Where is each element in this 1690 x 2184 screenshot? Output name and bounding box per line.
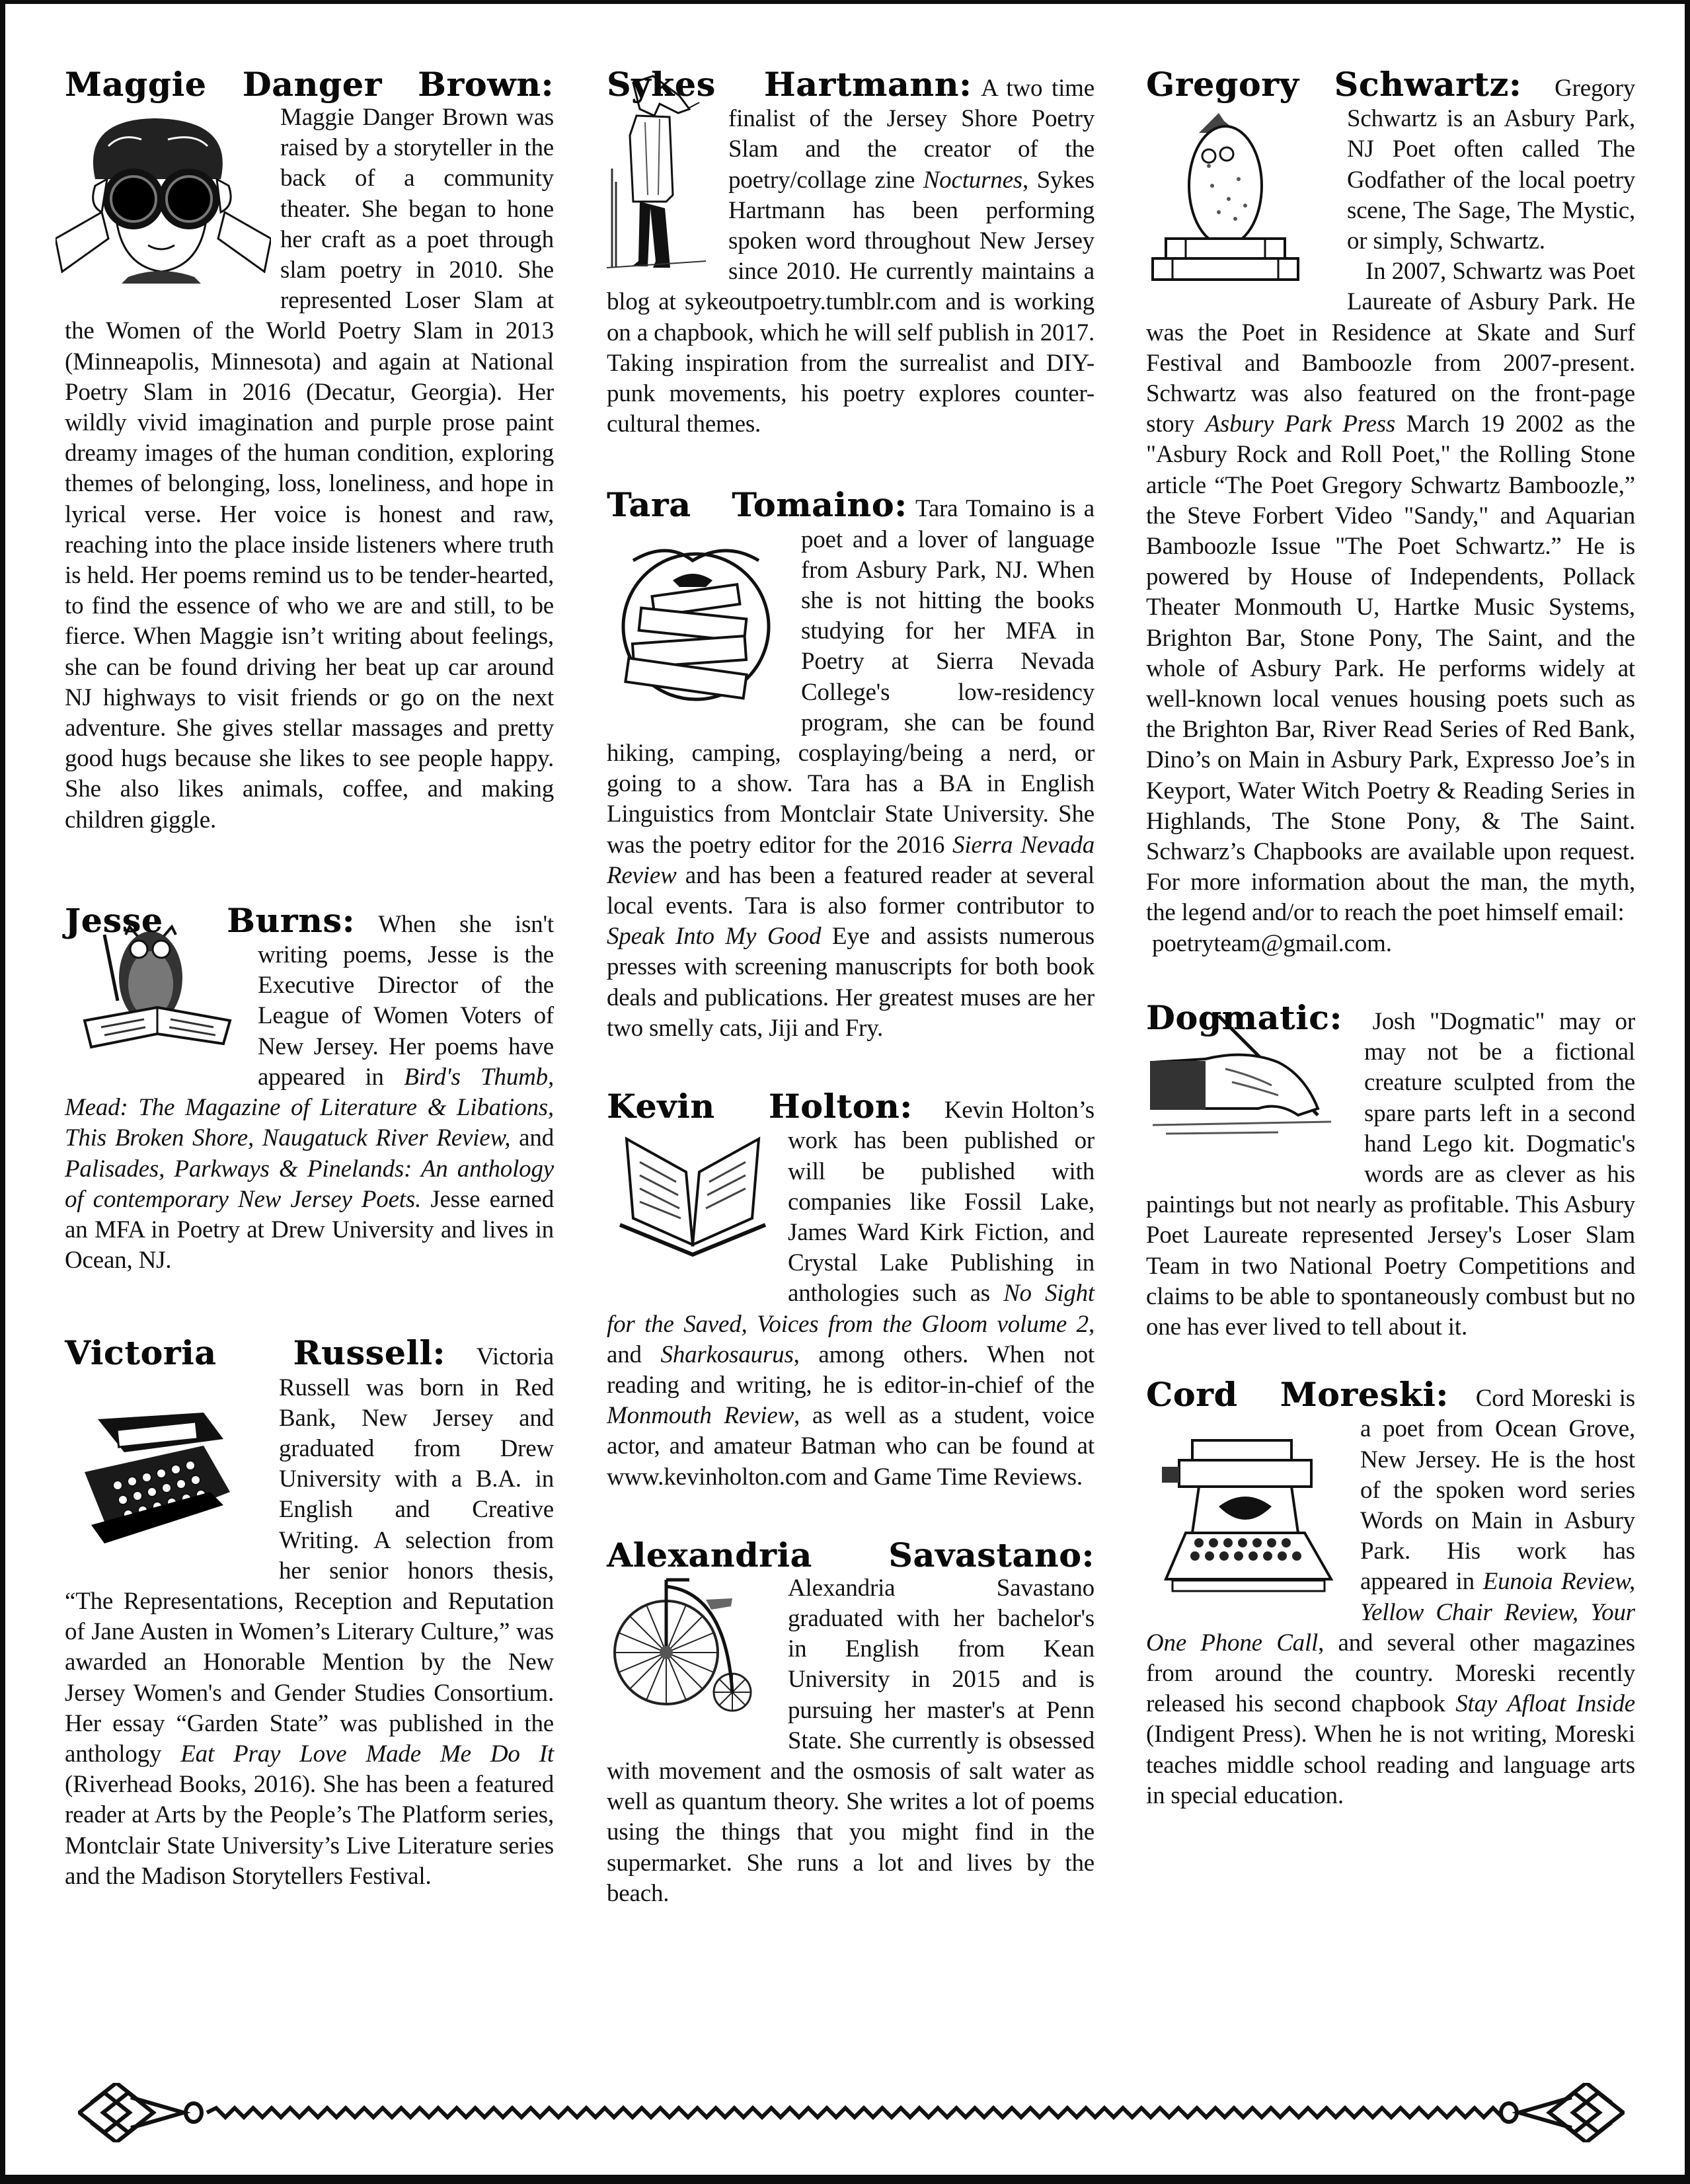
italic-title: Sierra Nevada Review [607,831,1095,889]
italic-title: Bird's Thumb, Mead: The Magazine of Literature & Libations, This Broken Shore, Naugatuck River Review, [65,1063,554,1152]
bio-gregory-schwartz [1146,67,1635,959]
bio-victoria-russell [65,1335,554,1892]
text-run: Gregory Schwartz is an Asbury Park, NJ Poet often called The Godfather of the local poetry scene, The Sage, The Mystic, or simply, Schwartz. [1347,75,1635,255]
text-run: and [510,1124,555,1152]
bio-text [1146,1377,1635,1811]
column-right [1146,67,1635,1811]
bio-text [1146,67,1635,959]
italic-title: Sharkosaurus [660,1341,794,1368]
text-run: Maggie Danger Brown was raised by a storyteller in the back of a community theater. She began to hone her craft as a poet through slam poetry in 2010. She represented Loser Slam at the Women of the World Poetry Slam in 2013 (Minneapolis, Minnesota) and again at National Poetry Slam in 2016 (Decatur, Georgia). Her wildly vivid imagination and purple prose paint dreamy images of the human condition, exploring themes of belonging, loss, loneliness, and hope in lyrical verse. Her voice is honest and raw, reaching into the place inside listeners where truth is held. Her poems remind us to be tender-hearted, to find the essence of who we are and still, to be fierce. When Maggie isn’t writing about feelings, she can be found driving her beat up car around NJ highways to visit friends or go on the next adventure. She gives stellar massages and pretty good hugs because she likes to see people happy. She also likes animals, coffee, and making children giggle. [65,104,554,834]
text-run: and has been a featured reader at several local events. Tara is also former contributor to [607,861,1095,920]
italic-title: Eat Pray Love Made Me Do It [180,1740,554,1768]
bio-tara-tomaino [607,487,1095,1044]
text-run: (Indigent Press). When he is not writing, Moreski teaches middle school reading and language arts in special education. [1146,1721,1635,1809]
text-run: Eye and assists numerous presses with screening manuscripts for both book deals and publications. Her greatest muses are her two smelly cats, Jiji and Fry. [607,923,1095,1042]
bio-sykes-hartmann [607,67,1095,440]
column-middle [607,67,1095,1909]
italic-title: Nocturnes [923,166,1023,194]
italic-title: Palisades, Parkways & Pinelands: An anthology of contemporary New Jersey Poets. [65,1155,554,1213]
bio-cord-moreski [1146,1377,1635,1811]
text-run: Alexandria Savastano graduated with her bachelor's in English from Kean University in 2015 and is pursuing her master's at Penn State. She currently is obsessed with movement and the osmosis of salt water as well as quantum theory. She writes a lot of poems using the things that you might find in the supermarket. She runs a lot and lives by the beach. [607,1574,1095,1907]
owl-on-books-icon [1146,106,1338,305]
bio-text [65,900,555,1276]
bio-jesse-burns [65,900,555,1276]
woman-with-binoculars-icon [56,106,271,288]
underwood-typewriter-icon [1159,1434,1351,1625]
bio-name: Gregory Schwartz: [1146,65,1522,104]
bio-alexandria-savastano [607,1535,1095,1909]
bio-name: Kevin Holton: [607,1087,913,1126]
text-run: Cord Moreski is a poet from Ocean Grove, New Jersey. He is the host of the spoken word series Words on Main in Asbury Park. His work has appeared in [1360,1385,1635,1596]
bio-name: Sykes Hartmann: [607,65,972,104]
text-run: (Riverhead Books, 2016). She has been a featured reader at Arts by the People’s The Platform series, Montclair State University’s Live Literature series and the Madison Storytellers Festival. [65,1771,554,1890]
text-run: , Sykes Hartmann has been performing spoken word throughout New Jersey since 2010. He currently maintains a blog at sykeoutpoetry.tumblr.com and is working on a chapbook, which he will self publish in 2017. Taking inspiration from the surrealist and DIY-punk movements, his poetry explores counter-cultural themes. [607,166,1095,438]
text-run: March 19 2002 as the "Asbury Rock and Roll Poet," the Rolling Stone article “The Poet Gregory Schwartz Bamboozle,” the Steve Forbert Video "Sandy," and Aquarian Bamboozle Issue "The Poet Schwartz.” He is powered by House of Independents, Pollack Theater Monmouth U, Hartke Music Systems, Brighton Bar, Stone Pony, The Saint, and the whole of Asbury Park. He performs widely at well-known local venues housing poets such as the Brighton Bar, River Read Series of Red Bank, Dino’s on Main in Asbury Park, Expresso Joe’s in Keyport, Water Witch Poetry & Reading Series in Highlands, The Stone Pony, & The Saint. Schwarz’s Chapbooks are available upon request. For more information about the man, the myth, the legend and/or to reach the poet himself email: [1146,410,1635,927]
italic-title: Stay Afloat Inside [1455,1690,1635,1718]
bio-text [607,487,1095,1044]
text-run: When she isn't writing poems, Jesse is the Executive Director of the League of Women Voters of New Jersey. Her poems have appeared in [258,910,554,1091]
text-run: A two time finalist of the Jersey Shore Poetry Slam and the creator of the poetry/collage zine [728,75,1095,194]
books-and-lamp-icon [613,534,792,726]
italic-title: No Sight for the Saved, Voices from the Gloom volume 2 [607,1280,1095,1338]
bio-text [607,1089,1095,1493]
bio-name: Dogmatic: [1146,997,1342,1037]
italic-title: Monmouth Review [607,1402,794,1430]
column-left [65,67,554,1892]
bio-name: Tara Tomaino: [607,485,907,525]
bio-name: Cord Moreski: [1146,1375,1449,1415]
text-run: , and several other magazines from around the country. Moreski recently released his second chapbook [1146,1629,1636,1718]
bio-name: Alexandria Savastano: [607,1535,1095,1575]
bio-name: Jesse Burns: [65,900,356,940]
penny-farthing-bicycle-icon [613,1573,779,1729]
text-run: Jesse earned an MFA in Poetry at Drew University and lives in Ocean, NJ. [65,1185,555,1274]
bio-kevin-holton [607,1089,1095,1493]
open-book-icon [613,1132,779,1291]
italic-title: Eunoia Review, Yellow Chair Review, Your One Phone Call [1146,1568,1635,1657]
italic-title: Speak Into My Good [607,923,822,951]
text-run: , among others. When not reading and writing, he is editor-in-chief of the [607,1341,1095,1399]
bio-dogmatic [1146,997,1635,1343]
bio-text [65,1335,554,1892]
text-run: Kevin Holton’s work has been published or will be published with companies like Fossil Lake, James Ward Kirk Fiction, and Crystal Lake Publishing in anthologies such as [788,1097,1095,1307]
text-run: Josh "Dogmatic" may or may not be a fictional creature sculpted from the spare parts left in a second hand Lego kit. Dogmatic's words are as clever as his paintings but not nearly as profitable. This Asbury Poet Laureate represented Jersey's Loser Slam Team in two National Poetry Competitions and claims to be able to spontaneously combust but no one has ever lived to tell about it. [1146,1007,1635,1341]
text-run: poetryteam@gmail.com. [1146,929,1392,957]
bio-text [1146,997,1635,1343]
text-run: Tara Tomaino is a poet and a lover of language from Asbury Park, NJ. When she is not hitting the books studying for her MFA in Poetry at Sierra Nevada College's low-residency program, she can be found hiking, camping, cosplaying/being a nerd, or going to a show. Tara has a BA in English Linguistics from Montclair State University. She was the poetry editor for the 2016 [607,495,1095,859]
decorative-divider-icon [78,2083,1625,2142]
text-run: , and [607,1310,1095,1368]
bio-text [607,67,1095,440]
italic-title: Asbury Park Press [1205,410,1396,438]
bio-maggie-danger-brown [65,67,554,836]
typewriter-icon [71,1393,270,1578]
text-run: In 2007, Schwartz was Poet Laureate of Asbury Park. He was the Poet in Residence at Skate and Surf Festival and Bamboozle from 2007-present. Schwartz was also featured on the front-page story [1146,258,1635,438]
text-run: , as well as a student, voice actor, and amateur Batman who can be found at www.kevinholton.com and Game Time Reviews. [607,1402,1095,1491]
bio-name: Maggie Danger Brown: [65,65,554,104]
bio-name: Victoria Russell: [65,1333,445,1373]
text-run: Victoria Russell was born in Red Bank, New Jersey and graduated from Drew University with a B.A. in English and Creative Writing. A selection from her senior honors thesis, “The Representations, Reception and Reputation of Jane Austen in Women’s Literary Culture,” was awarded an Honorable Mention by the New Jersey Women's and Gender Studies Consortium. Her essay “Garden State” was published in the anthology [65,1343,554,1768]
